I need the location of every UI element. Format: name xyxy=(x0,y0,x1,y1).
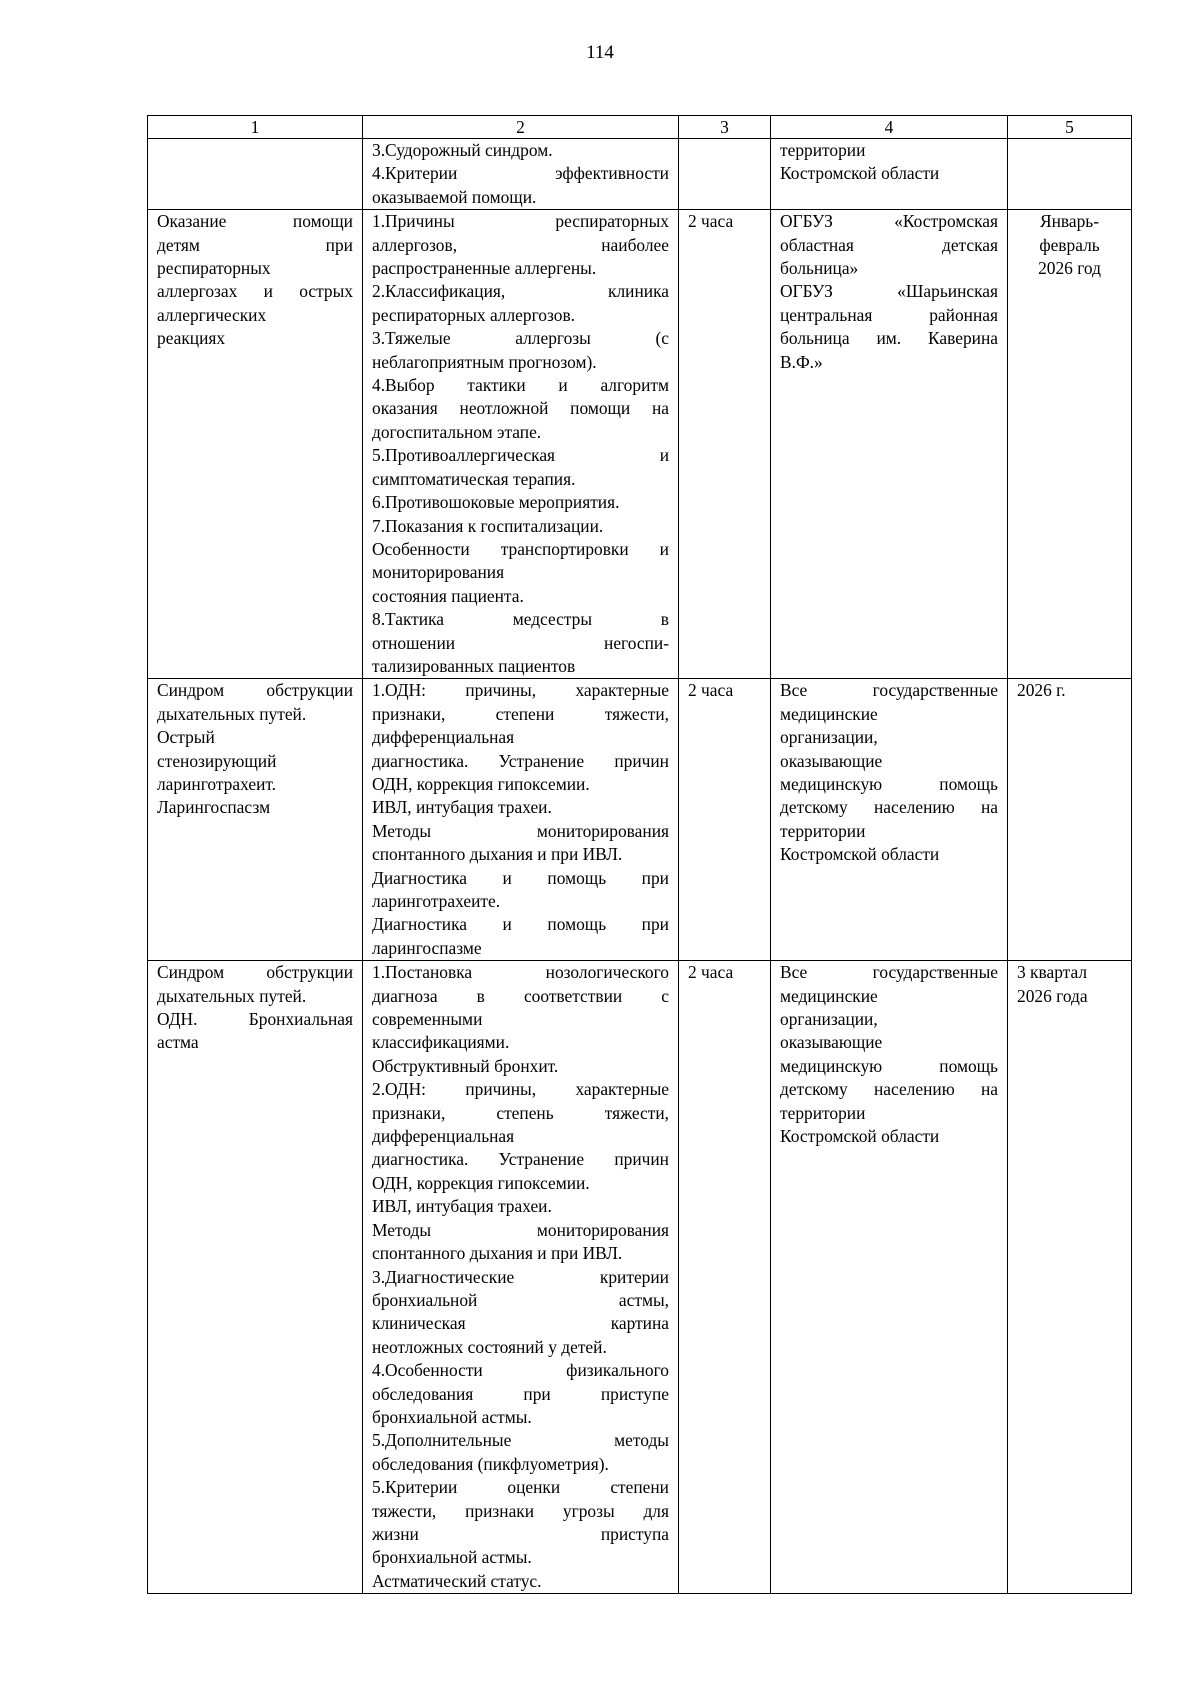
topic-line: ларинготрахеит. xyxy=(157,773,277,794)
organization-line: больница им. Каверина xyxy=(780,328,998,349)
content-line: Методы мониторирования xyxy=(372,1219,669,1240)
topic-line: астма xyxy=(157,1032,199,1053)
content-line: дифференциальная xyxy=(372,1126,515,1147)
period-cell xyxy=(1008,679,1132,961)
organization-line: территории xyxy=(780,820,866,841)
organization-line: организации, xyxy=(780,727,878,748)
plan-table xyxy=(147,115,1132,1594)
content-line: Диагностика и помощь при xyxy=(372,914,669,935)
organization-line: В.Ф.» xyxy=(780,351,823,372)
content-line: оказываемой помощи. xyxy=(372,186,537,207)
topic-line: Синдром обструкции xyxy=(157,680,353,701)
organization-line: территории xyxy=(780,1102,866,1123)
content-line: симптоматическая терапия. xyxy=(372,468,576,489)
content-line: респираторных аллергозов. xyxy=(372,304,575,325)
content-line: 7.Показания к госпитализации. xyxy=(372,515,604,536)
content-line: 6.Противошоковые мероприятия. xyxy=(372,492,620,513)
content-line: 1.Причины респираторных xyxy=(372,211,669,232)
topic-line: дыхательных путей. xyxy=(157,703,307,724)
table-row xyxy=(148,961,1132,1594)
organization-line: ОГБУЗ «Костромская xyxy=(780,211,998,232)
page-number: 114 xyxy=(586,42,614,63)
content-line: спонтанного дыхания и при ИВЛ. xyxy=(372,1243,623,1264)
topic-line: детям при xyxy=(157,234,353,255)
content-line: бронхиальной астмы, xyxy=(372,1289,669,1310)
content-line: 4.Критерии эффективности xyxy=(372,163,669,184)
topic-cell xyxy=(148,679,363,961)
content-line: 5.Критерии оценки степени xyxy=(372,1477,669,1498)
topic-line: ОДН. Бронхиальная xyxy=(157,1009,353,1030)
period-line: 2026 год xyxy=(1038,258,1101,279)
content-line: отношении негоспи- xyxy=(372,632,669,653)
topic-cell xyxy=(148,139,363,210)
period-line: февраль xyxy=(1039,234,1100,255)
organization-line: территории xyxy=(780,140,866,160)
organization-line: детскому населению на xyxy=(780,1079,998,1100)
organization-cell xyxy=(771,961,1008,1594)
organization-line: медицинскую помощь xyxy=(780,1055,998,1076)
organization-line: центральная районная xyxy=(780,304,998,325)
topic-line: аллергических xyxy=(157,304,267,325)
period-line: Январь- xyxy=(1039,211,1100,232)
table-header-row xyxy=(148,116,1132,139)
hours-cell: 2 часа xyxy=(679,679,771,961)
topic-line: аллергозах и острых xyxy=(157,281,353,302)
topic-line: стенозирующий xyxy=(157,750,277,771)
content-line: ларингоспазме xyxy=(372,937,482,958)
organization-line: медицинские xyxy=(780,985,878,1006)
content-cell xyxy=(363,679,679,961)
content-line: 4.Особенности физикального xyxy=(372,1360,669,1381)
content-line: признаки, степень тяжести, xyxy=(372,1102,669,1123)
organization-line: больница» xyxy=(780,258,859,279)
content-line: 5.Дополнительные методы xyxy=(372,1430,669,1451)
content-line: бронхиальной астмы. xyxy=(372,1406,532,1427)
content-line: ИВЛ, интубация трахеи. xyxy=(372,1196,552,1217)
content-line: мониторирования xyxy=(372,562,505,583)
content-line: современными xyxy=(372,1009,483,1030)
topic-line: респираторных xyxy=(157,258,271,279)
content-cell xyxy=(363,961,679,1594)
topic-line: Синдром обструкции xyxy=(157,962,353,983)
content-line: Особенности транспортировки и xyxy=(372,538,669,559)
content-line: неотложных состояний у детей. xyxy=(372,1336,607,1357)
column-header-4: 4 xyxy=(771,116,1008,139)
content-line: ИВЛ, интубация трахеи. xyxy=(372,797,552,818)
hours-cell xyxy=(679,139,771,210)
content-cell xyxy=(363,210,679,679)
content-line: бронхиальной астмы. xyxy=(372,1547,532,1568)
organization-cell xyxy=(771,210,1008,679)
hours-cell: 2 часа xyxy=(679,961,771,1594)
content-line: неблагоприятным прогнозом). xyxy=(372,351,597,372)
content-line: диагностика. Устранение причин xyxy=(372,750,669,771)
table-row xyxy=(148,679,1132,961)
hours-cell: 2 часа xyxy=(679,210,771,679)
content-line: дифференциальная xyxy=(372,727,515,748)
topic-cell xyxy=(148,961,363,1594)
content-line: 2.ОДН: причины, характерные xyxy=(372,1079,669,1100)
content-line: спонтанного дыхания и при ИВЛ. xyxy=(372,844,623,865)
content-line: диагностика. Устранение причин xyxy=(372,1149,669,1170)
content-line: тализированных пациентов xyxy=(372,655,576,676)
content-line: аллергозов, наиболее xyxy=(372,234,669,255)
content-line: тяжести, признаки угрозы для xyxy=(372,1500,669,1521)
content-line: ОДН, коррекция гипоксемии. xyxy=(372,773,590,794)
organization-cell xyxy=(771,139,1008,210)
organization-line: ОГБУЗ «Шарьинская xyxy=(780,281,998,302)
topic-line: Острый xyxy=(157,727,215,748)
organization-line: Костромской области xyxy=(780,1126,940,1147)
organization-line: медицинские xyxy=(780,703,878,724)
period-line: 2026 г. xyxy=(1017,680,1066,701)
topic-cell xyxy=(148,210,363,679)
organization-line: Костромской области xyxy=(780,163,940,184)
table-row xyxy=(148,210,1132,679)
content-line: обследования при приступе xyxy=(372,1383,669,1404)
content-line: 2.Классификация, клиника xyxy=(372,281,669,302)
content-line: Диагностика и помощь при xyxy=(372,867,669,888)
content-line: 3.Судорожный синдром. xyxy=(372,140,553,160)
content-line: ларинготрахеите. xyxy=(372,891,501,911)
content-line: состояния пациента. xyxy=(372,585,524,606)
topic-line: Ларингоспасзм xyxy=(157,797,271,818)
organization-line: оказывающие xyxy=(780,750,883,771)
column-header-2: 2 xyxy=(363,116,679,139)
content-line: распространенные аллергены. xyxy=(372,258,597,279)
content-cell xyxy=(363,139,679,210)
period-line: 3 квартал xyxy=(1017,962,1088,983)
content-line: 8.Тактика медсестры в xyxy=(372,609,669,630)
content-line: 5.Противоаллергическая и xyxy=(372,445,669,466)
column-header-5: 5 xyxy=(1008,116,1132,139)
content-line: 3.Диагностические критерии xyxy=(372,1266,669,1287)
organization-line: организации, xyxy=(780,1009,878,1030)
content-line: классификациями. xyxy=(372,1032,510,1053)
organization-line: оказывающие xyxy=(780,1032,883,1053)
organization-line: Все государственные xyxy=(780,962,998,983)
content-line: 4.Выбор тактики и алгоритм xyxy=(372,375,669,396)
content-line: оказания неотложной помощи на xyxy=(372,398,669,419)
organization-line: Костромской области xyxy=(780,844,940,865)
organization-line: областная детская xyxy=(780,234,998,255)
topic-line: Оказание помощи xyxy=(157,211,353,232)
content-line: признаки, степени тяжести, xyxy=(372,703,669,724)
content-line: 3.Тяжелые аллергозы (с xyxy=(372,328,669,349)
content-line: ОДН, коррекция гипоксемии. xyxy=(372,1172,590,1193)
organization-line: Все государственные xyxy=(780,680,998,701)
organization-cell xyxy=(771,679,1008,961)
period-line: 2026 года xyxy=(1017,985,1088,1006)
topic-line: реакциях xyxy=(157,328,226,349)
content-line: клиническая картина xyxy=(372,1313,669,1334)
content-line: 1.ОДН: причины, характерные xyxy=(372,680,669,701)
content-line: жизни приступа xyxy=(372,1523,669,1544)
period-cell xyxy=(1008,139,1132,210)
content-line: обследования (пикфлуометрия). xyxy=(372,1453,609,1474)
period-cell xyxy=(1008,210,1132,679)
organization-line: детскому населению на xyxy=(780,797,998,818)
organization-line: медицинскую помощь xyxy=(780,773,998,794)
topic-line: дыхательных путей. xyxy=(157,985,307,1006)
period-cell xyxy=(1008,961,1132,1594)
content-line: Обструктивный бронхит. xyxy=(372,1055,559,1076)
content-line: Методы мониторирования xyxy=(372,820,669,841)
table-row xyxy=(148,139,1132,210)
content-line: 1.Постановка нозологического xyxy=(372,962,669,983)
content-line: Астматический статус. xyxy=(372,1570,542,1591)
column-header-3: 3 xyxy=(679,116,771,139)
column-header-1: 1 xyxy=(148,116,363,139)
content-line: догоспитальном этапе. xyxy=(372,421,542,442)
content-line: диагноза в соответствии с xyxy=(372,985,669,1006)
